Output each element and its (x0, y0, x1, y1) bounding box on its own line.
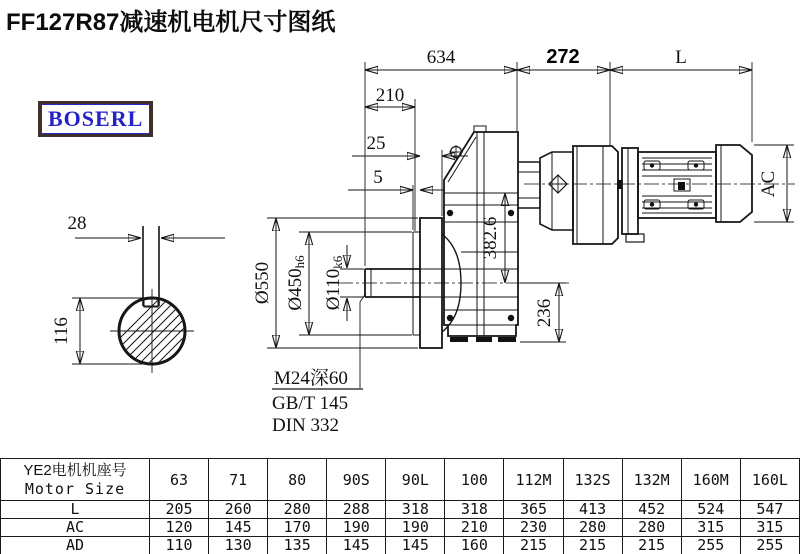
row-label: AC (1, 519, 150, 537)
logo-text: BOSERL (48, 106, 144, 131)
dim-5: 5 (373, 167, 383, 188)
table-cell: 255 (740, 537, 799, 554)
bolt-icon (694, 202, 698, 206)
table-cell: 260 (209, 501, 268, 519)
table-row (1, 537, 800, 554)
dim-dia-550: Ø550 (252, 261, 273, 305)
table-cell: 160 (445, 537, 504, 554)
table-cell: 135 (268, 537, 327, 554)
dim-adapter-length: 272 (546, 46, 580, 68)
motor-size-column: 80 (268, 459, 327, 501)
bolt-icon (650, 202, 654, 206)
note-thread: M24深60 (274, 368, 348, 389)
note-din: DIN 332 (272, 415, 340, 436)
table-row (1, 519, 800, 537)
table-cell: 547 (740, 501, 799, 519)
dim-key-width: 28 (67, 213, 87, 234)
table-cell: 190 (386, 519, 445, 537)
dim-ac: AC (758, 170, 779, 198)
table-cell: 318 (445, 501, 504, 519)
table-cell: 288 (327, 501, 386, 519)
table-body (1, 501, 800, 554)
table-cell: 255 (681, 537, 740, 554)
table-cell: 145 (209, 519, 268, 537)
dim-dia-450: Ø450h6 (285, 255, 307, 311)
row-label: AD (1, 537, 150, 554)
table-cell: 110 (150, 537, 209, 554)
motor-adapter (518, 146, 618, 244)
bolt-icon (508, 210, 514, 216)
table-cell: 205 (150, 501, 209, 519)
motor-size-column: 160L (740, 459, 799, 501)
bolt-icon (694, 163, 698, 167)
motor-size-table (0, 458, 800, 554)
table-cell: 413 (563, 501, 622, 519)
shaft-section-view (78, 226, 275, 380)
table-cell: 145 (327, 537, 386, 554)
table-header-motor-size (1, 459, 150, 501)
motor (617, 145, 752, 242)
table-cell: 280 (622, 519, 681, 537)
table-header-row (1, 459, 800, 501)
dim-210: 210 (375, 85, 405, 106)
table-cell: 315 (681, 519, 740, 537)
page-title: FF127R87减速机电机尺寸图纸 (6, 9, 336, 36)
dim-25: 25 (366, 133, 386, 154)
bolt-icon (447, 210, 453, 216)
motor-size-column: 90S (327, 459, 386, 501)
table-row (1, 501, 800, 519)
dim-236: 236 (534, 298, 555, 328)
bolt-icon (650, 163, 654, 167)
table-cell: 315 (740, 519, 799, 537)
dim-dia-110: Ø110k6 (323, 255, 345, 311)
motor-size-column: 71 (209, 459, 268, 501)
dim-motor-length: L (675, 47, 687, 68)
table-cell: 365 (504, 501, 563, 519)
header-en: Motor Size (24, 480, 126, 498)
table-cell: 215 (622, 537, 681, 554)
thread-note (272, 293, 366, 436)
table-cell: 120 (150, 519, 209, 537)
table-cell: 215 (504, 537, 563, 554)
motor-size-column: 160M (681, 459, 740, 501)
bolt-icon (508, 315, 514, 321)
bolt-icon (447, 315, 453, 321)
table-cell: 280 (563, 519, 622, 537)
table-cell: 230 (504, 519, 563, 537)
table-cell: 524 (681, 501, 740, 519)
table-cell: 318 (386, 501, 445, 519)
dim-total-length: 634 (426, 47, 456, 68)
note-gbt: GB/T 145 (272, 393, 349, 414)
table-cell: 280 (268, 501, 327, 519)
dim-382: 382.6 (480, 216, 501, 260)
dim-key-height: 116 (51, 317, 72, 345)
motor-size-column: 132M (622, 459, 681, 501)
table-cell: 130 (209, 537, 268, 554)
motor-size-column: 90L (386, 459, 445, 501)
table-cell: 215 (563, 537, 622, 554)
table-cell: 210 (445, 519, 504, 537)
vertical-dimensions (480, 145, 794, 342)
top-dimensions (348, 46, 752, 266)
table-cell: 452 (622, 501, 681, 519)
table-cell: 190 (327, 519, 386, 537)
shaft-section-dimensions (51, 213, 225, 364)
table-cell: 170 (268, 519, 327, 537)
header-cn: YE2电机机座号 (23, 462, 127, 479)
motor-size-column: 112M (504, 459, 563, 501)
motor-size-column: 63 (150, 459, 209, 501)
motor-size-column: 132S (563, 459, 622, 501)
row-label: L (1, 501, 150, 519)
motor-size-column: 100 (445, 459, 504, 501)
table-cell: 145 (386, 537, 445, 554)
